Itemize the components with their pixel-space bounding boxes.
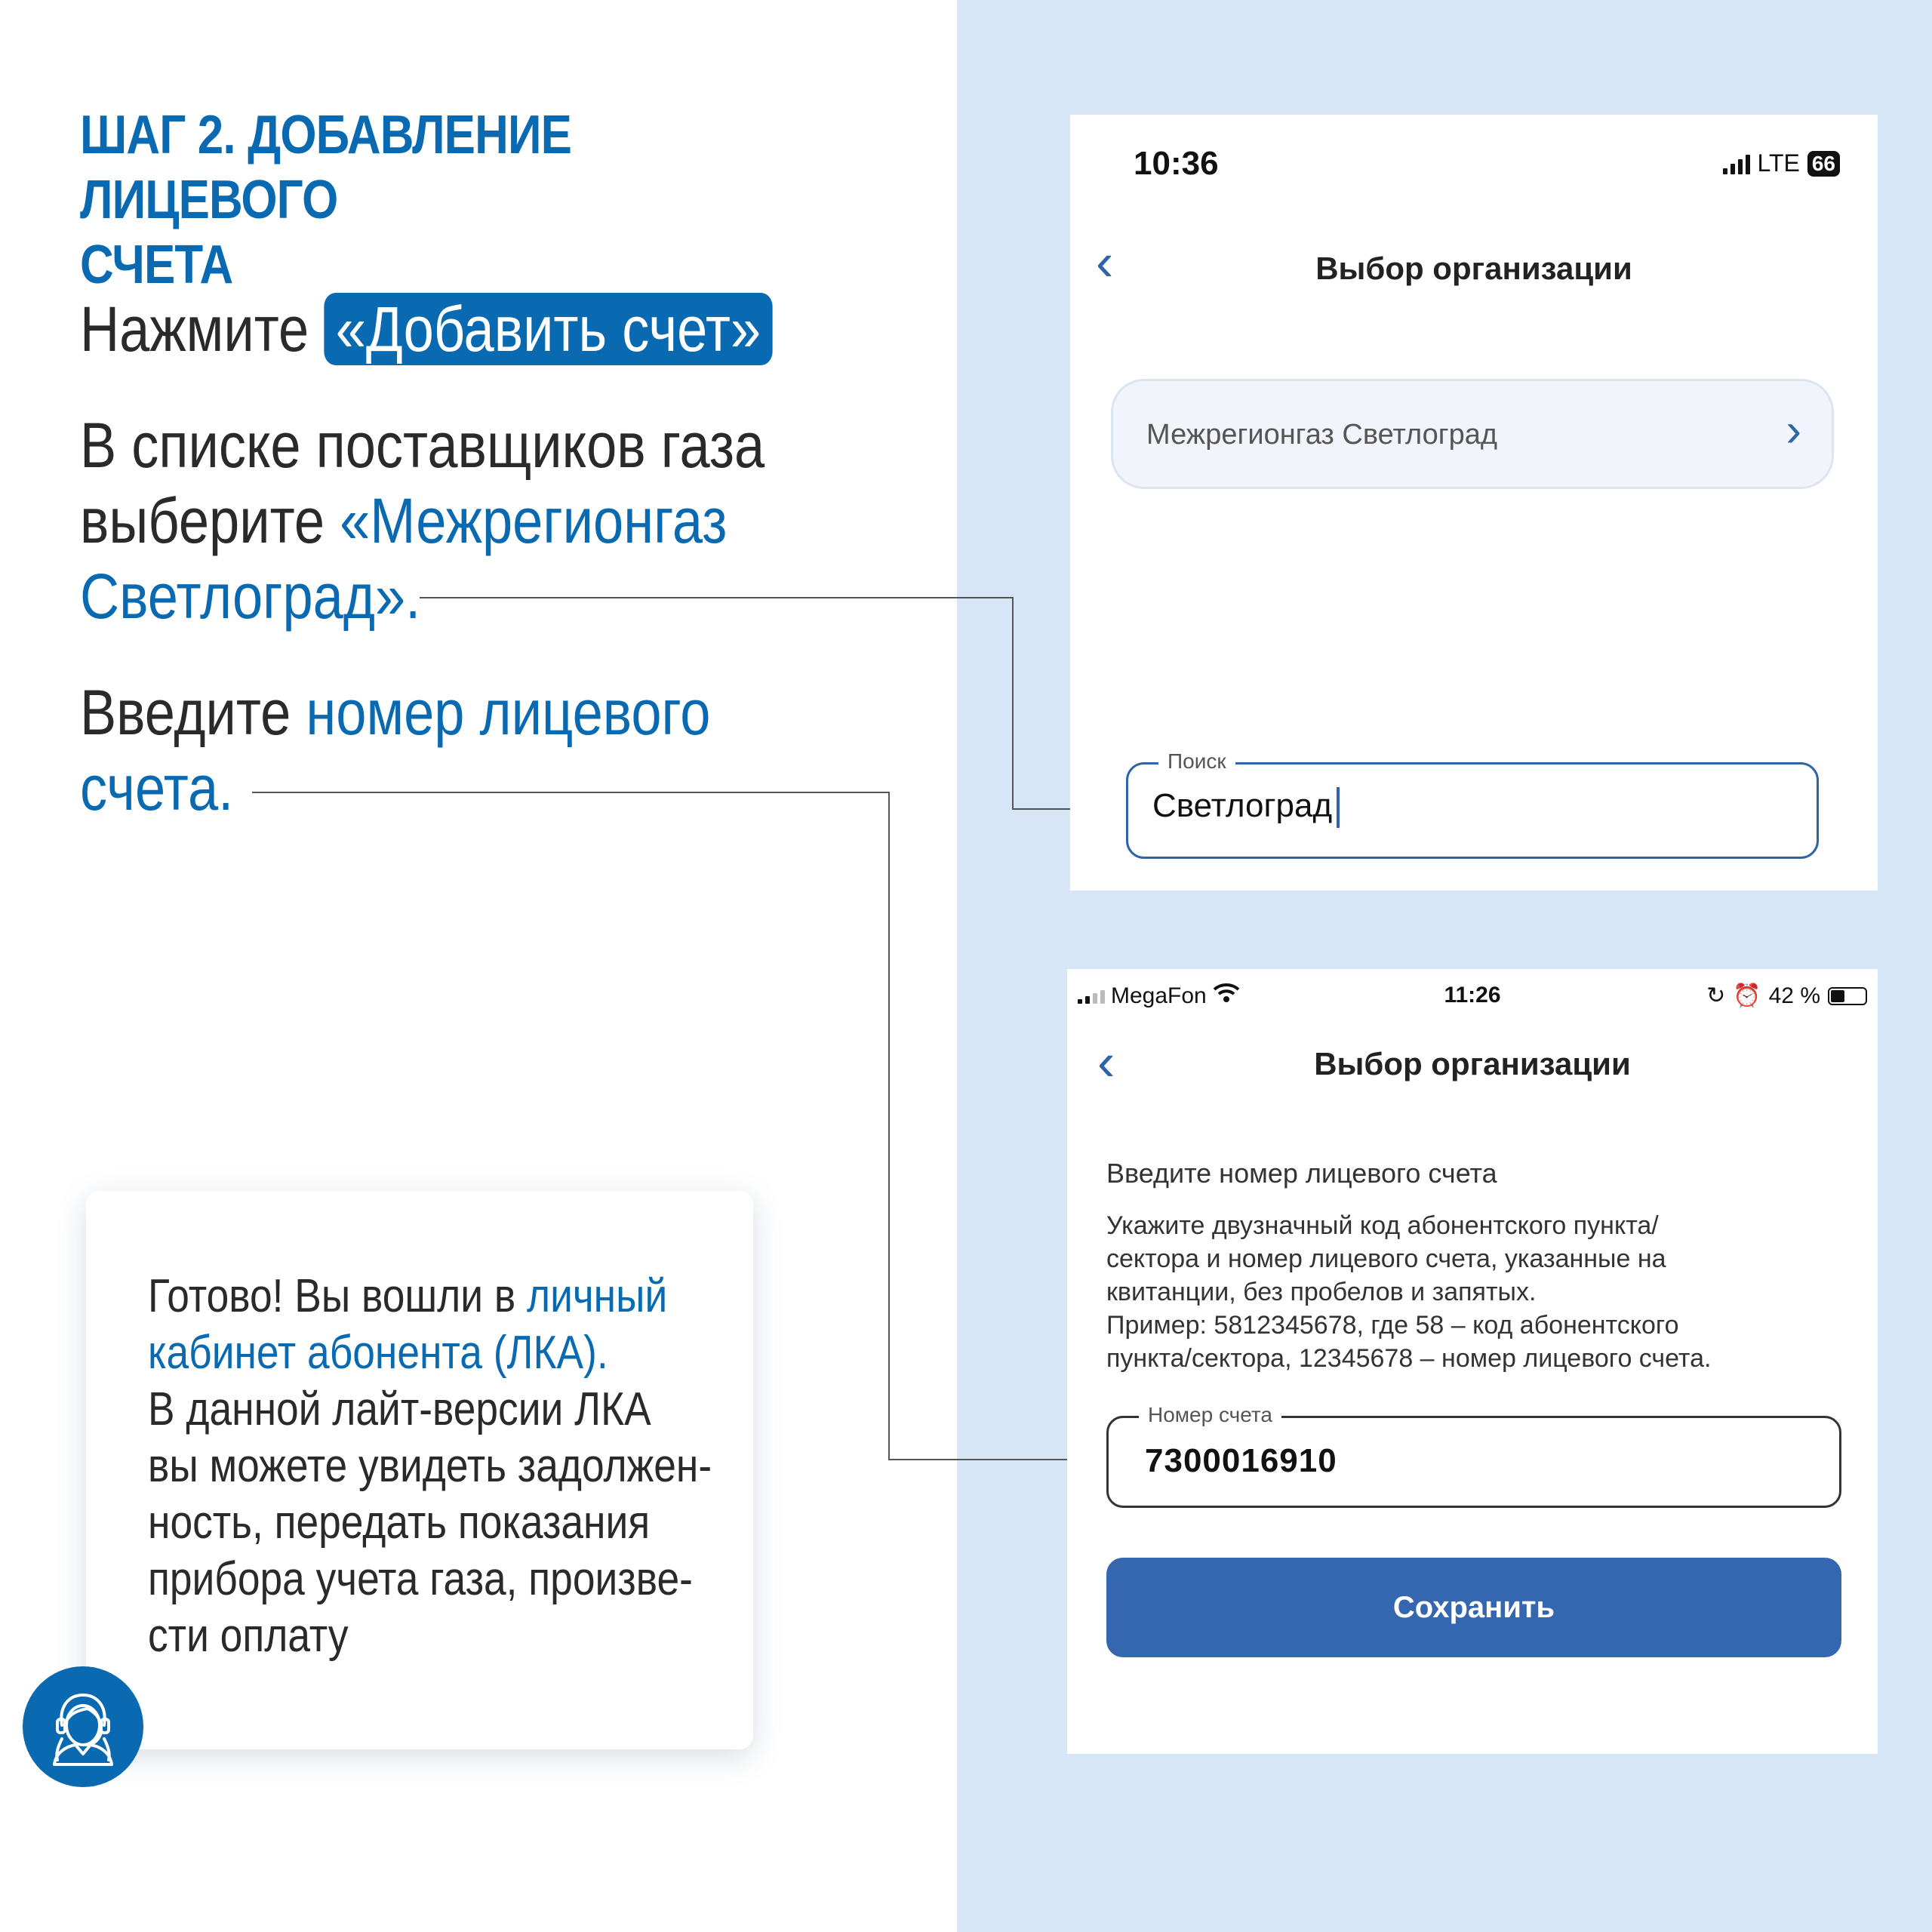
instructions-line-2: сектора и номер лицевого счета, указанные на	[1106, 1244, 1666, 1273]
battery-icon	[1828, 987, 1867, 1005]
choose-accent-2: Светлоград».	[80, 561, 421, 632]
battery-fill	[1831, 990, 1844, 1002]
choose-line-2	[80, 483, 764, 558]
card-line-6: прибора учета газа, произве-	[148, 1553, 693, 1605]
chevron-right-icon: ›	[1786, 405, 1801, 457]
card-line-5: ность, передать показания	[148, 1497, 651, 1549]
status-time: 10:36	[1134, 145, 1219, 182]
instructions-line-4: Пример: 5812345678, где 58 – код абонентского	[1106, 1311, 1679, 1340]
battery-icon: 66	[1807, 151, 1840, 177]
save-button[interactable]: Сохранить	[1106, 1558, 1841, 1657]
choose-line-1: В списке поставщиков газа	[80, 410, 765, 481]
card-line-1-prefix: Готово! Вы вошли в	[148, 1270, 516, 1322]
card-line-2: кабинет абонента (ЛКА).	[148, 1327, 608, 1379]
organization-name: Межрегионгаз Светлоград	[1146, 419, 1498, 451]
choose-instruction	[80, 408, 764, 634]
heading-line-2: СЧЕТА	[80, 235, 233, 295]
back-chevron-icon[interactable]: ‹	[1097, 1032, 1115, 1091]
add-account-highlight: «Добавить счет»	[324, 293, 772, 365]
enter-accent-1: номер лицевого	[306, 677, 711, 748]
account-number-value: 7300016910	[1145, 1442, 1337, 1479]
support-operator-icon	[23, 1666, 143, 1787]
enter-line-1	[80, 675, 710, 750]
info-card-text	[148, 1268, 732, 1664]
search-text: Светлоград	[1152, 787, 1333, 824]
organization-list-item[interactable]	[1111, 379, 1834, 489]
section-title: Введите номер лицевого счета	[1106, 1158, 1497, 1189]
account-number-label: Номер счета	[1139, 1403, 1281, 1427]
instructions-line-5: пункта/сектора, 12345678 – номер лицевого счета.	[1106, 1344, 1712, 1373]
card-line-4: вы можете увидеть задолжен-	[148, 1440, 712, 1492]
account-number-input[interactable]	[1106, 1403, 1841, 1508]
status-right	[1706, 983, 1867, 1009]
alarm-icon: ⏰	[1733, 983, 1761, 1008]
heading-line-1: ШАГ 2. ДОБАВЛЕНИЕ ЛИЦЕВОГО	[80, 105, 572, 230]
card-line-7: сти оплату	[148, 1610, 349, 1662]
network-type: LTE	[1757, 149, 1800, 177]
account-instructions	[1106, 1209, 1861, 1375]
screen-select-organization	[1070, 115, 1878, 891]
enter-instruction	[80, 675, 710, 826]
status-bar	[1078, 983, 1867, 1013]
enter-prefix: Введите	[80, 677, 291, 748]
choose-prefix: выберите	[80, 485, 325, 556]
search-input[interactable]	[1126, 749, 1819, 859]
rotation-lock-icon: ↻	[1706, 983, 1726, 1008]
battery-percent: 42 %	[1768, 983, 1820, 1008]
screen-enter-account	[1067, 969, 1878, 1754]
text-caret	[1337, 787, 1340, 828]
instructions-line-3: квитанции, без пробелов и запятых.	[1106, 1278, 1537, 1306]
signal-icon	[1723, 153, 1750, 174]
search-value	[1152, 787, 1340, 828]
back-chevron-icon[interactable]: ‹	[1096, 232, 1114, 291]
screen-title: Выбор организации	[1315, 251, 1632, 286]
search-label: Поиск	[1158, 749, 1235, 774]
carrier-name: MegaFon	[1111, 983, 1207, 1008]
instructions-line-1: Укажите двузначный код абонентского пункта/	[1106, 1211, 1659, 1240]
choose-accent-1: «Межрегионгаз	[340, 485, 728, 556]
card-line-1-accent: личный	[526, 1270, 668, 1322]
step-heading	[80, 103, 794, 297]
card-line-1	[148, 1268, 732, 1324]
card-line-3: В данной лайт-версии ЛКА	[148, 1383, 651, 1435]
enter-accent-2: счета.	[80, 752, 234, 823]
press-instruction	[80, 291, 773, 367]
press-prefix: Нажмите	[80, 294, 309, 365]
screen-title: Выбор организации	[1314, 1046, 1631, 1081]
status-indicators	[1723, 149, 1840, 177]
status-time: 11:26	[1444, 983, 1501, 1008]
